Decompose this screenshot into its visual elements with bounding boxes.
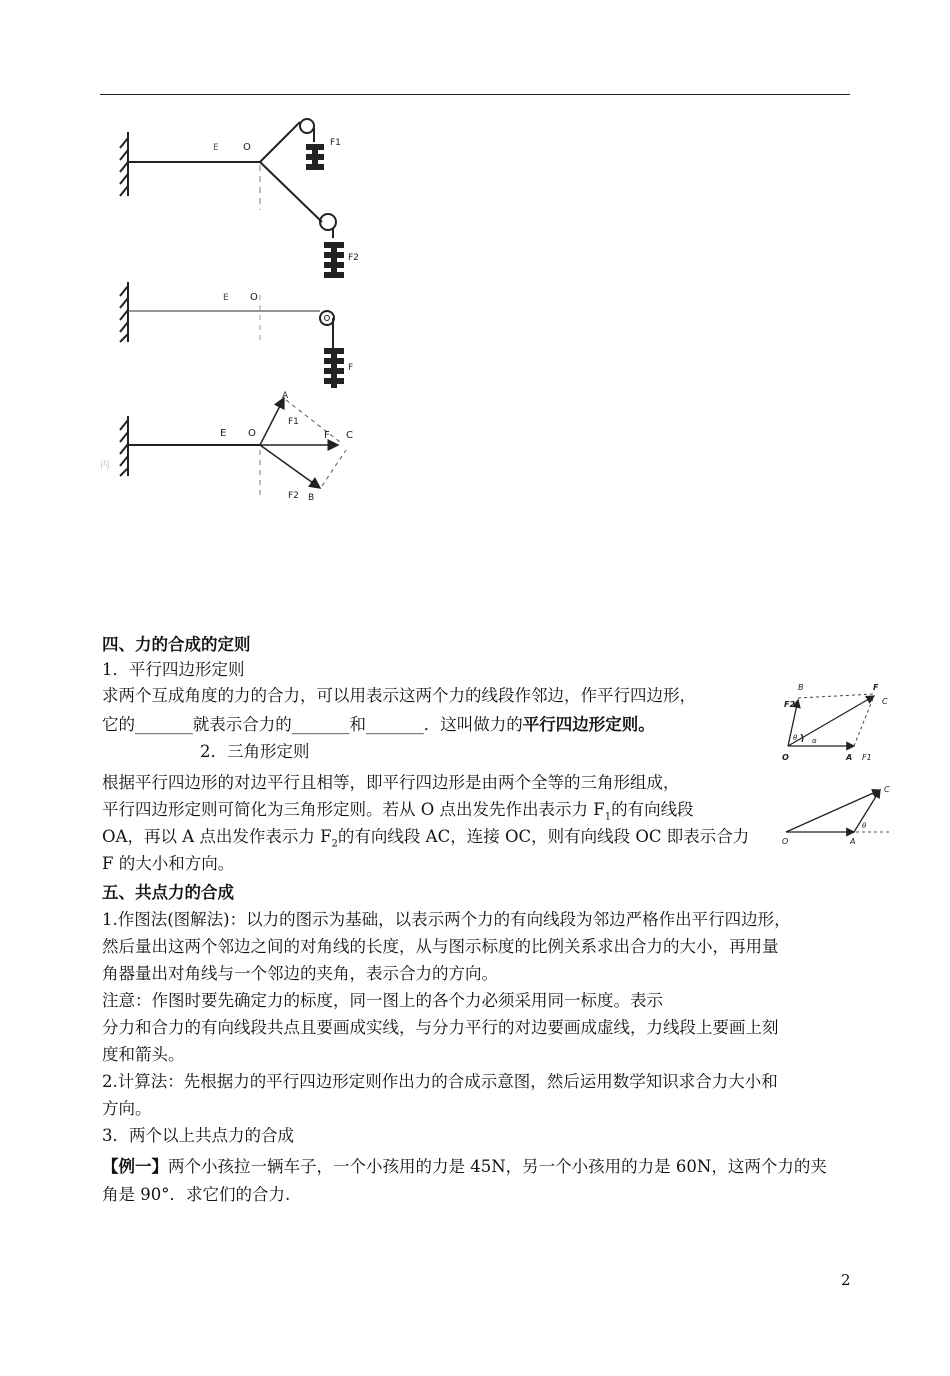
d3-side-label: 丙 bbox=[100, 460, 110, 471]
section4-title: 四、力的合成的定则 bbox=[102, 635, 251, 654]
section4-p2-line4: F 的大小和方向。 bbox=[102, 854, 235, 873]
d3-F2-label: F2 bbox=[288, 491, 299, 501]
d3-B-label: B bbox=[308, 493, 315, 503]
page-number: 2 bbox=[841, 1271, 851, 1289]
tf-C-label: C bbox=[884, 785, 890, 794]
section4-p2-line2b: 的有向线段 bbox=[611, 800, 694, 819]
d1-O-label: O bbox=[243, 142, 251, 153]
method2-line1: 2.计算法：先根据力的平行四边形定则作出力的合成示意图，然后运用数学知识求合力大小和 bbox=[102, 1072, 778, 1091]
pf-alpha-label: α bbox=[812, 737, 817, 745]
d1-F2-label: F2 bbox=[348, 253, 359, 263]
f1-subscript: 1 bbox=[604, 811, 612, 823]
d3-F1-label: F1 bbox=[288, 417, 299, 427]
pf-F1-label: F1 bbox=[862, 753, 872, 762]
d3-A-label: A bbox=[282, 391, 289, 401]
section4-p1-line2 bbox=[102, 712, 655, 737]
section4-item1: 1．平行四边形定则 bbox=[102, 660, 245, 679]
section5-title: 五、共点力的合成 bbox=[102, 883, 234, 902]
parallelogram-figure bbox=[780, 680, 895, 765]
section4-p1-line1: 求两个互成角度的力的合力，可以用表示这两个力的线段作邻边，作平行四边形， bbox=[102, 686, 696, 705]
experiment-diagrams bbox=[100, 110, 380, 510]
d1-F1-label: F1 bbox=[330, 138, 341, 148]
header-rule bbox=[100, 94, 850, 95]
section4-p2-line2a: 平行四边形定则可简化为三角形定则。若从 O 点出发先作出表示力 F bbox=[102, 800, 605, 819]
parallelogram-rule-term: 平行四边形定则。 bbox=[522, 715, 655, 734]
section4-p1-line2a: 它的_______就表示合力的_______和_______．这叫做力的 bbox=[102, 715, 523, 734]
section4-p2-line3a: OA，再以 A 点出发作表示力 F bbox=[102, 827, 332, 846]
method1-line3: 角器量出对角线与一个邻边的夹角，表示合力的方向。 bbox=[102, 964, 498, 983]
d2-E-label: E bbox=[223, 293, 229, 303]
section4-p2-line1: 根据平行四边形的对边平行且相等，即平行四边形是由两个全等的三角形组成， bbox=[102, 773, 680, 792]
d3-C-label: C bbox=[346, 430, 353, 441]
method1-line2: 然后量出这两个邻边之间的对角线的长度，从与图示标度的比例关系求出合力的大小，再用量 bbox=[102, 937, 779, 956]
d3-O-label: O bbox=[248, 428, 256, 439]
pf-A-label: A bbox=[846, 753, 853, 762]
d3-E-label: E bbox=[220, 428, 227, 439]
method3: 3．两个以上共点力的合成 bbox=[102, 1126, 294, 1145]
d2-F-label: F bbox=[348, 363, 354, 373]
pf-theta-label: θ bbox=[793, 734, 798, 742]
tf-A-label: A bbox=[850, 837, 856, 846]
example1-line1 bbox=[102, 1154, 827, 1179]
example1-line2: 角是 90°．求它们的合力. bbox=[102, 1185, 291, 1204]
tf-O-label: O bbox=[782, 837, 789, 846]
note-line2: 分力和合力的有向线段共点且要画成实线，与分力平行的对边要画成虚线，力线段上要画上刻 bbox=[102, 1018, 779, 1037]
pf-F-label: F bbox=[873, 683, 879, 692]
pf-B-label: B bbox=[798, 683, 804, 692]
method2-line2: 方向。 bbox=[102, 1099, 152, 1118]
example1-text: 两个小孩拉一辆车子，一个小孩用的力是 45N，另一个小孩用的力是 60N，这两个力的夹 bbox=[168, 1157, 827, 1176]
section4-item2: 2．三角形定则 bbox=[200, 742, 310, 761]
note-line3: 度和箭头。 bbox=[102, 1045, 185, 1064]
d2-O-label: O bbox=[250, 292, 258, 303]
pf-C-label: C bbox=[882, 697, 888, 706]
note-line1: 注意：作图时要先确定力的标度，同一图上的各个力必须采用同一标度。表示 bbox=[102, 991, 663, 1010]
d1-E-label: E bbox=[213, 143, 219, 153]
f2-subscript: 2 bbox=[331, 838, 338, 850]
section4-p2-line3b: 的有向线段 AC，连接 OC，则有向线段 OC 即表示合力 bbox=[337, 827, 750, 846]
pf-F2-label: F2 bbox=[784, 700, 796, 709]
tf-theta-label: θ bbox=[862, 822, 867, 830]
triangle-figure bbox=[780, 782, 895, 848]
d3-F-label: F bbox=[324, 430, 330, 441]
pf-O-label: O bbox=[782, 753, 789, 762]
method1-line1: 1.作图法(图解法)：以力的图示为基础，以表示两个力的有向线段为邻边严格作出平行四边形， bbox=[102, 910, 791, 929]
example1-bracket: 【例一】 bbox=[102, 1157, 168, 1176]
